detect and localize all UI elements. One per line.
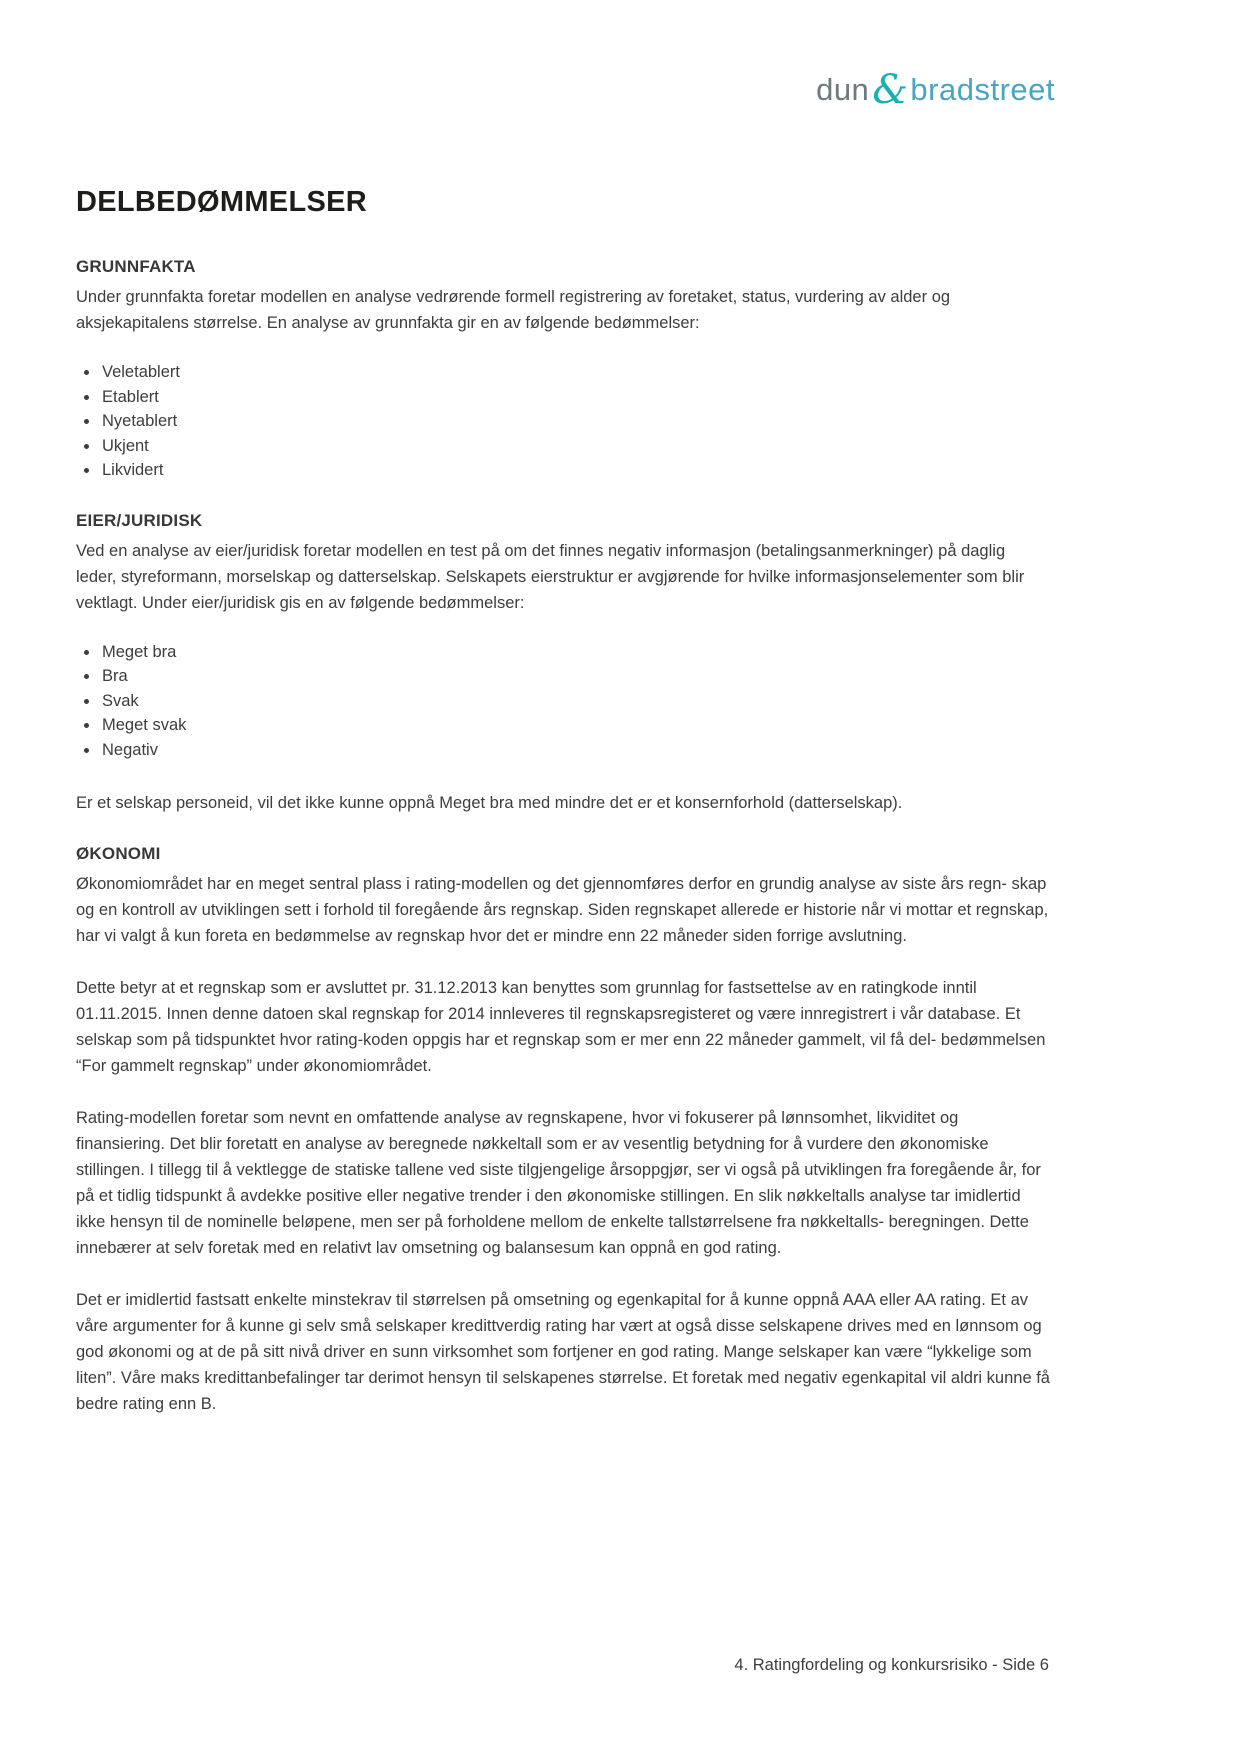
list-item: • Veletablert [100,360,1050,385]
paragraph: Økonomiområdet har en meget sentral plass i rating-modellen og det gjennomføres derfor en grundig analyse av siste års regn- skap og en kontroll av utviklingen sett i forhold til foregående års regnskap. Siden regnskapet allerede er historie når vi mottar et regnskap, har vi valgt å kun foreta en bedømmelse av regnskap hvor det er mindre enn 22 måneder siden forrige avslutning. [76,875,1049,945]
section-heading: EIER/JURIDISK [76,510,203,530]
logo-text-bradstreet: bradstreet [910,72,1055,107]
page-footer: 4. Ratingfordeling og konkursrisiko - Side 6 [734,1656,1049,1674]
document-content [76,186,1050,1443]
paragraph: Under grunnfakta foretar modellen en analyse vedrørende formell registrering av foretaket, status, vurdering av alder og aksjekapitalens størrelse. En analyse av grunnfakta gir en av følgende bedømmelser: [76,288,951,332]
bullet-list [76,640,1050,763]
section-heading: GRUNNFAKTA [76,257,196,276]
list-item: • Svak [100,689,1050,714]
bullet-list [76,360,1050,483]
paragraph: Er et selskap personeid, vil det ikke kunne oppnå Meget bra med mindre det er et konsernforhold (datterselskap). [76,794,903,812]
paragraph: Det er imidlertid fastsatt enkelte minstekrav til størrelsen på omsetning og egenkapital for å kunne oppnå AAA eller AA rating. Et av våre argumenter for å kunne gi selv små selskaper kredittverdig rating har vært at også disse selskapene drives med en lønnsom og god økonomi og at de på sitt nivå driver en sunn virksomhet som fortjener en god rating. Mange selskaper kan være “lykkelige som liten”. Våre maks kredittanbefalinger tar derimot hensyn til selskapenes størrelse. Et foretak med negativ egenkapital vil aldri kunne få bedre rating enn B. [76,1291,1050,1413]
paragraph: Dette betyr at et regnskap som er avsluttet pr. 31.12.2013 kan benyttes som grunnlag for fastsettelse av en ratingkode inntil 01.11.2015. Innen denne datoen skal regnskap for 2014 innleveres til regnskapsregisteret og være innregistrert i vår database. Et selskap som på tidspunktet hvor rating-koden oppgis har et regnskap som er mer enn 22 måneder gammelt, vil få del- bedømmelsen “For gammelt regnskap” under økonomiområdet. [76,979,1046,1075]
section-heading: ØKONOMI [76,844,161,863]
section-grunnfakta [76,257,1050,483]
list-item: • Etablert [100,385,1050,410]
page-title: DELBEDØMMELSER [76,186,367,218]
ampersand-icon: & [872,67,909,113]
dun-bradstreet-logo [816,67,1055,113]
logo-text-dun: dun [816,72,870,107]
paragraph: Rating-modellen foretar som nevnt en omfattende analyse av regnskapene, hvor vi fokuserer på lønnsomhet, likviditet og finansiering. Det blir foretatt en analyse av beregnede nøkkeltall som er av vesentlig betydning for å vurdere den økonomiske stillingen. I tillegg til å vektlegge de statiske tallene ved siste tilgjengelige årsoppgjør, ser vi også på utviklingen fra foregående år, for på et tidlig tidspunkt å avdekke positive eller negative trender i den økonomiske stillingen. En slik nøkkeltalls analyse tar imidlertid ikke hensyn til de nominelle beløpene, men ser på forholdene mellom de enkelte tallstørrelsene fra nøkkeltalls- beregningen. Dette innebærer at selv foretak med en relativt lav omsetning og balansesum kan oppnå en god rating. [76,1109,1041,1257]
list-item: • Bra [100,664,1050,689]
list-item: • Nyetablert [100,409,1050,434]
section-okonomi [76,844,1050,1417]
list-item: • Meget svak [100,713,1050,738]
section-eier-juridisk [76,511,1050,817]
list-item: • Likvidert [100,458,1050,483]
paragraph: Ved en analyse av eier/juridisk foretar modellen en test på om det finnes negativ informasjon (betalingsanmerkninger) på daglig leder, styreformann, morselskap og datterselskap. Selskapets eierstruktur er avgjørende for hvilke informasjonselementer som blir vektlagt. Under eier/juridisk gis en av følgende bedømmelser: [76,541,1025,612]
list-item: • Meget bra [100,640,1050,665]
list-item: • Negativ [100,738,1050,763]
list-item: • Ukjent [100,434,1050,459]
